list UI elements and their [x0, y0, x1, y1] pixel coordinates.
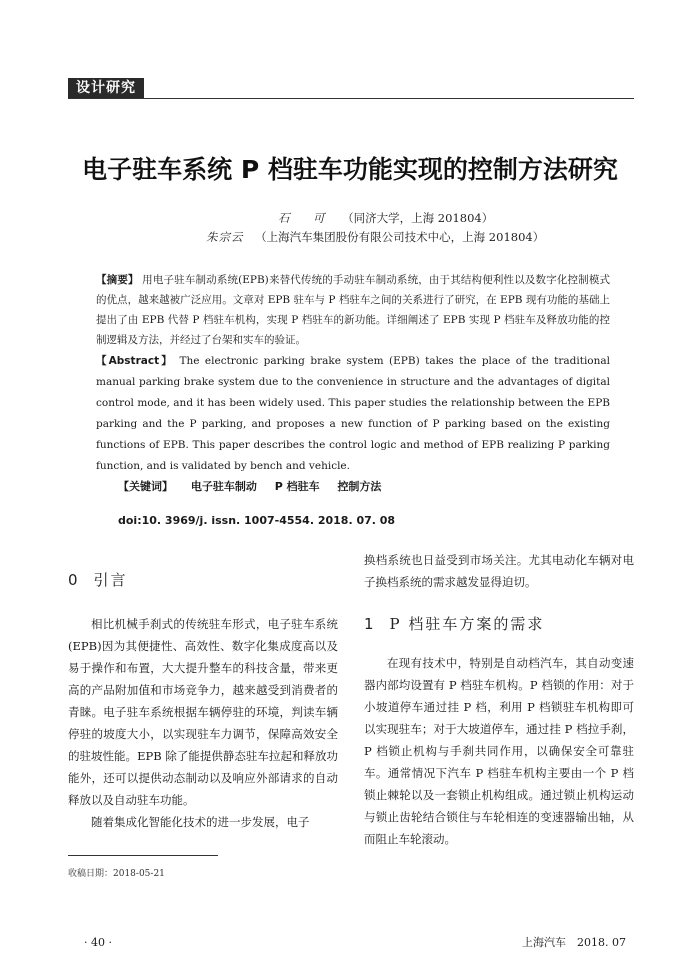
paper-title: 电子驻车系统 P 档驻车功能实现的控制方法研究 — [82, 155, 618, 184]
abstract-cn — [96, 270, 610, 350]
author-line-1 — [278, 210, 493, 226]
author-name: 朱宗云 — [206, 230, 244, 244]
page-number: · 40 · — [84, 936, 112, 949]
section-title: P 档驻车方案的需求 — [389, 615, 545, 633]
abstract-cn-label: 【摘要】 — [96, 274, 139, 286]
section-title: 引言 — [93, 571, 128, 589]
keyword: P 档驻车 — [274, 480, 320, 493]
header-rule — [68, 98, 634, 99]
keyword: 电子驻车制动 — [190, 480, 257, 493]
paragraph: 相比机械手刹式的传统驻车形式，电子驻车系统(EPB)因为其便捷性、高效性、数字化集成度高以及易于操作和布置，大大提升整车的科技含量，带来更高的产品附加值和市场竞争力，越来越受到消费者的青睐。电子驻车系统根据车辆停驻的环境，判读车辆停驻的坡度大小，以实现驻车力调节，保障高效安全的驻坡性能。EPB 除了能提供静态驻车拉起和释放功能外，还可以提供动态制动以及响应外部请求的自动释放以及自动驻车功能。 — [68, 617, 338, 807]
keywords-label: 【关键词】 — [118, 480, 173, 493]
author-line-2 — [206, 229, 544, 245]
right-column-intro — [364, 549, 634, 593]
abstract-en-text: The electronic parking brake system (EPB) takes the place of the traditional manual parking brake system due to the convenience in structure and the advantages of digital control mode, and it has been widely used. This paper studies the relationship between the EPB parking and the P parking, and proposes a new function of P parking based on the existing functions of EPB. This paper describes the control logic and method of EPB realizing P parking function, and is validated by bench and vehicle. — [96, 355, 611, 472]
section-1-heading — [364, 613, 544, 634]
section-number: 1 — [364, 615, 376, 633]
abstract-cn-text: 用电子驻车制动系统(EPB)来替代传统的手动驻车制动系统，由于其结构便利性以及数字化控制模式的优点，越来越被广泛应用。文章对 EPB 驻车与 P 档驻车之间的关系进行了研究，在 EPB 现有功能的基础上提出了由 EPB 代替 P 档驻车机构，实现 P 档驻车的新功能。详细阐述了 EPB 实现 P 档驻车及释放功能的控制逻辑及方法，并经过了台架和实车的验证。 — [96, 274, 611, 346]
section-0-heading — [68, 569, 128, 590]
author-affiliation: （同济大学，上海 201804） — [342, 211, 494, 225]
author-name: 石 可 — [278, 211, 331, 225]
journal-info: 上海汽车 2018. 07 — [522, 936, 626, 949]
paragraph: 换档系统也日益受到市场关注。尤其电动化车辆对电子换档系统的需求越发显得迫切。 — [364, 553, 634, 589]
author-affiliation: （上海汽车集团股份有限公司技术中心，上海 201804） — [255, 230, 545, 244]
right-column — [364, 652, 634, 850]
received-date: 收稿日期：2018-05-21 — [68, 869, 165, 879]
keyword: 控制方法 — [337, 480, 382, 493]
left-column — [68, 613, 338, 833]
footnote-rule — [68, 855, 218, 856]
section-number: 0 — [68, 571, 80, 589]
doi: doi:10. 3969/j. issn. 1007-4554. 2018. 07. 08 — [118, 514, 396, 527]
section-tag: 设计研究 — [68, 78, 144, 98]
abstract-en — [96, 351, 610, 477]
keywords — [118, 478, 395, 494]
paragraph: 随着集成化智能化技术的进一步发展，电子 — [91, 815, 310, 829]
abstract-en-label: 【Abstract】 — [96, 355, 174, 367]
paragraph: 在现有技术中，特别是自动档汽车，其自动变速器内部均设置有 P 档驻车机构。P 档锁的作用：对于小坡道停车通过挂 P 档，利用 P 档锁驻车机构即可以实现驻车；对于大坡道停车，通过挂 P 档拉手刹，P 档锁止机构与手刹共同作用，以确保安全可靠驻车。通常情况下汽车 P 档驻车机构主要由一个 P 档锁止棘轮以及一套锁止机构组成。通过锁止机构运动与锁止齿轮结合锁住与车轮相连的变速器输出轴，从而阻止车轮滚动。 — [364, 656, 634, 846]
